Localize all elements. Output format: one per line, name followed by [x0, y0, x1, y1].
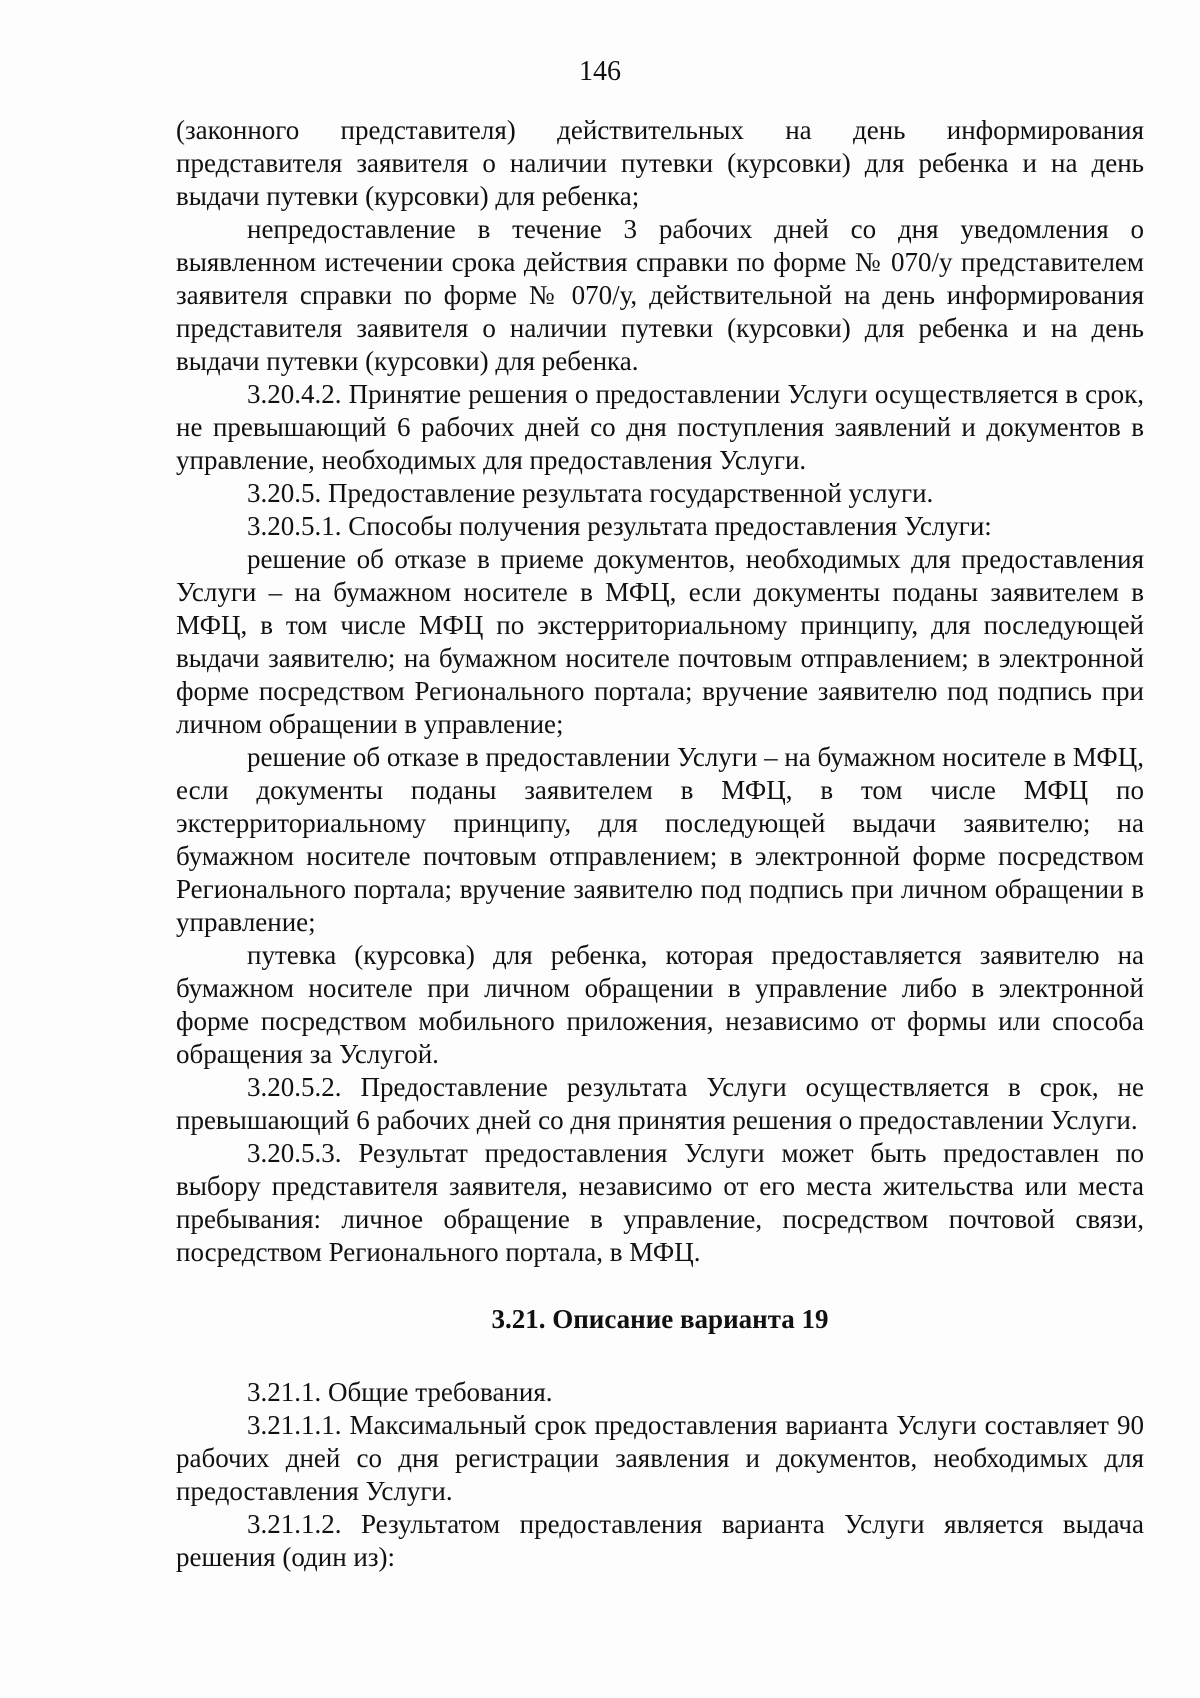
- paragraph-refusal-acceptance: решение об отказе в приеме документов, необходимых для предоставления Услуги – на бумажном носителе в МФЦ, если документы поданы заявителем в МФЦ, в том числе МФЦ по экстерриториальному принципу, для последующей выдачи заявителю; на бумажном носителе почтовым отправлением; в электронной форме посредством Регионального портала; вручение заявителю под подпись при личном обращении в управление;: [176, 544, 1144, 739]
- paragraph-3-21-1: 3.21.1. Общие требования.: [247, 1377, 553, 1407]
- paragraph-voucher: путевка (курсовка) для ребенка, которая предоставляется заявителю на бумажном носителе при личном обращении в управление либо в электронной форме посредством мобильного приложения, независимо от формы или способа обращения за Услугой.: [176, 940, 1144, 1069]
- paragraph-refusal-provision: решение об отказе в предоставлении Услуги – на бумажном носителе в МФЦ, если документы поданы заявителем в МФЦ, в том числе МФЦ по экстерриториальному принципу, для последующей выдачи заявителю; на бумажном носителе почтовым отправлением; в электронной форме посредством Регионального портала; вручение заявителю под подпись при личном обращении в управление;: [176, 742, 1144, 937]
- paragraph-3-21-1-2: 3.21.1.2. Результатом предоставления варианта Услуги является выдача решения (один из):: [176, 1509, 1144, 1572]
- document-body: [176, 114, 1144, 1574]
- paragraph-3-20-5-3: 3.20.5.3. Результат предоставления Услуги может быть предоставлен по выбору представителя заявителя, независимо от его места жительства или места пребывания: личное обращение в управление, посредством почтовой связи, посредством Регионального портала, в МФЦ.: [176, 1138, 1144, 1267]
- paragraph-3-20-5: 3.20.5. Предоставление результата государственной услуги.: [247, 478, 934, 508]
- paragraph-representative-validity: (законного представителя) действительных на день информирования представителя заявителя о наличии путевки (курсовки) для ребенка и на день выдачи путевки (курсовки) для ребенка;: [176, 115, 1144, 211]
- paragraph-3-20-4-2: 3.20.4.2. Принятие решения о предоставлении Услуги осуществляется в срок, не превышающий 6 рабочих дней со дня поступления заявлений и документов в управление, необходимых для предоставления Услуги.: [176, 379, 1144, 475]
- section-heading: 3.21. Описание варианта 19: [491, 1304, 829, 1334]
- paragraph-certificate-070: непредоставление в течение 3 рабочих дней со дня уведомления о выявленном истечении срока действия справки по форме № 070/у представителем заявителя справки по форме № 070/у, действительной на день информирования представителя заявителя о наличии путевки (курсовки) для ребенка и на день выдачи путевки (курсовки) для ребенка.: [176, 214, 1144, 376]
- page-number: 146: [579, 56, 621, 87]
- paragraph-3-21-1-1: 3.21.1.1. Максимальный срок предоставления варианта Услуги составляет 90 рабочих дней со дня регистрации заявления и документов, необходимых для предоставления Услуги.: [176, 1410, 1144, 1506]
- paragraph-3-20-5-1: 3.20.5.1. Способы получения результата предоставления Услуги:: [247, 511, 992, 541]
- paragraph-3-20-5-2: 3.20.5.2. Предоставление результата Услуги осуществляется в срок, не превышающий 6 рабочих дней со дня принятия решения о предоставлении Услуги.: [176, 1072, 1144, 1135]
